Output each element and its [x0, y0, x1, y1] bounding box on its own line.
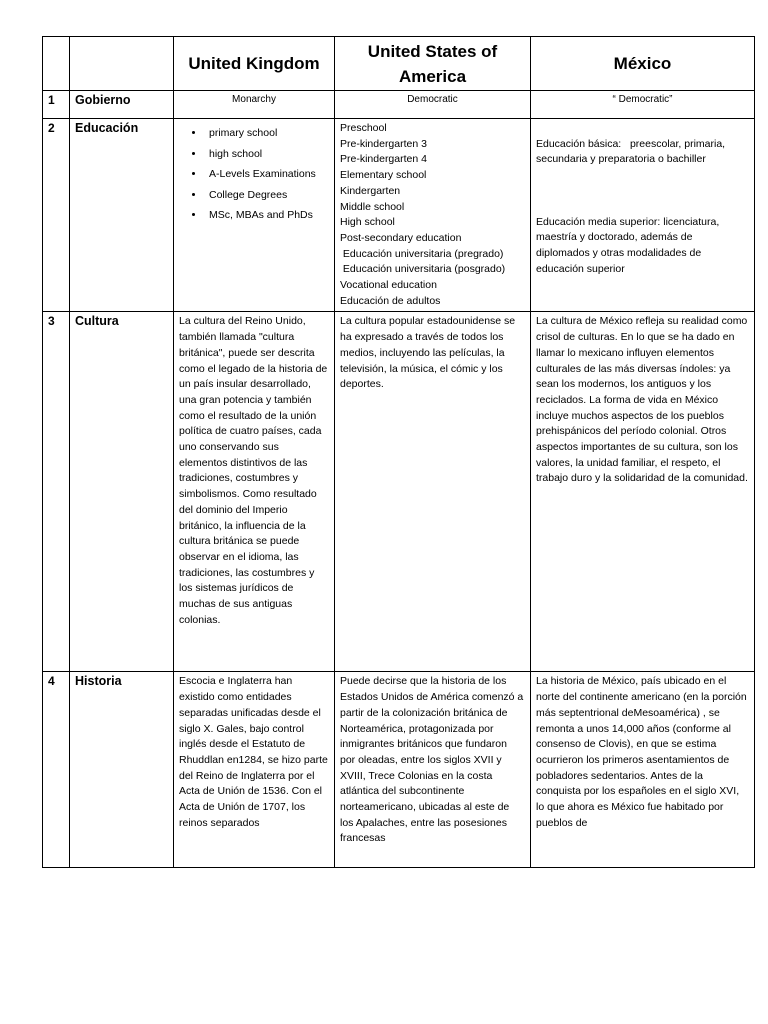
row-topic: Cultura — [70, 312, 174, 672]
list-item: Pre-kindergarten 3 — [340, 137, 427, 150]
row-topic: Historia — [70, 672, 174, 868]
list-item: Pre-kindergarten 4 — [340, 153, 427, 166]
table-row-educacion — [43, 119, 755, 312]
list-item: Educación universitaria (pregrado) — [340, 247, 504, 260]
header-number-cell — [43, 37, 70, 91]
list-item: Vocational education — [340, 279, 437, 292]
row-number: 3 — [43, 312, 70, 672]
row-topic: Educación — [70, 119, 174, 312]
uk-education-list — [179, 123, 329, 226]
list-item: Elementary school — [340, 169, 427, 182]
uk-education — [174, 119, 335, 312]
usa-government: Democratic — [335, 91, 531, 119]
mexico-education — [531, 119, 755, 312]
uk-government: Monarchy — [174, 91, 335, 119]
header-mexico: México — [531, 37, 755, 91]
usa-education — [335, 119, 531, 312]
list-item: Middle school — [340, 200, 405, 213]
mexico-education-basic: Educación básica: preescolar, primaria, secundaria y preparatoria o bachiller — [536, 137, 729, 166]
list-item: • primary school — [205, 123, 329, 144]
list-item: • MSc, MBAs and PhDs — [205, 205, 329, 226]
uk-history: Escocia e Inglaterra han existido como entidades separadas unificadas desde el siglo X. Gales, bajo control inglés desde el Estatuto de Rhuddlan en1284, se hizo parte del Reino de Inglaterra por el Acta de Unión de 1536. Con el Acta de Unión de 1707, los reinos separados — [174, 672, 335, 868]
list-item: • A-Levels Examinations — [205, 164, 329, 185]
header-uk: United Kingdom — [174, 37, 335, 91]
usa-culture: La cultura popular estadounidense se ha expresado a través de todos los medios, incluyendo las películas, la televisión, la música, el cómic y los deportes. — [335, 312, 531, 672]
table-row-cultura — [43, 312, 755, 672]
row-number: 1 — [43, 91, 70, 119]
uk-culture: La cultura del Reino Unido, también llamada "cultura británica", puede ser descrita como el legado de la historia de un país insular desarrollado, una gran potencia y también como el resultado de la unión política de cuatro países, cada uno conservando sus elementos distintivos de las tradiciones, costumbres y simbolismos. Como resultado del dominio del Imperio británico, la influencia de la cultura británica se puede observar en el idioma, las tradiciones, las costumbres y los sistemas jurídicos de muchas de sus antiguas colonias. — [174, 312, 335, 672]
row-number: 2 — [43, 119, 70, 312]
list-item: • College Degrees — [205, 185, 329, 206]
row-topic: Gobierno — [70, 91, 174, 119]
list-item: Educación de adultos — [340, 294, 441, 307]
row-number: 4 — [43, 672, 70, 868]
usa-history: Puede decirse que la historia de los Estados Unidos de América comenzó a partir de la colonización británica de Norteamérica, protagonizada por inmigrantes británicos que fundaron por oleadas, entre los siglos XVII y XVIII, Trece Colonias en la costa atlántica del subcontinente norteamericano, ubicadas al este de los Apalaches, entre las posesiones francesas — [335, 672, 531, 868]
list-item: • high school — [205, 144, 329, 165]
list-item: Preschool — [340, 122, 387, 134]
mexico-government: “ Democratic” — [531, 91, 755, 119]
comparison-table — [42, 36, 755, 868]
table-row-gobierno — [43, 91, 755, 119]
header-row — [43, 37, 755, 91]
list-item: Educación universitaria (posgrado) — [340, 263, 506, 276]
header-usa: United States of America — [335, 37, 531, 91]
header-topic-cell — [70, 37, 174, 91]
list-item: Kindergarten — [340, 184, 401, 197]
table-row-historia — [43, 672, 755, 868]
mexico-history: La historia de México, país ubicado en el norte del continente americano (en la porción más septentrional deMesoamérica) , se remonta a unos 14,000 años (conforme al consenso de Clovis), en que se estima ocurrieron los primeros asentamientos de pobladores sedentarios. Antes de la conquista por los españoles en el siglo XVI, lo que ahora es México fue habitado por pueblos de — [531, 672, 755, 868]
mexico-culture: La cultura de México refleja su realidad como crisol de culturas. En lo que se ha dado en llamar lo mexicano influyen elementos culturales de las más diversas índoles: ya sean los modernos, los antiguos y los reciclados. La forma de vida en México incluye muchos aspectos de los pueblos prehispánicos del período colonial. Otros aspectos importantes de su cultura, son los valores, la unidad familiar, el respeto, el trabajo duro y la solidaridad de la comunidad. — [531, 312, 755, 672]
list-item: Post-secondary education — [340, 231, 462, 244]
list-item: High school — [340, 216, 395, 229]
mexico-education-higher: Educación media superior: licenciatura, maestría y doctorado, además de diplomados y otras modalidades de educación superior — [536, 215, 720, 275]
